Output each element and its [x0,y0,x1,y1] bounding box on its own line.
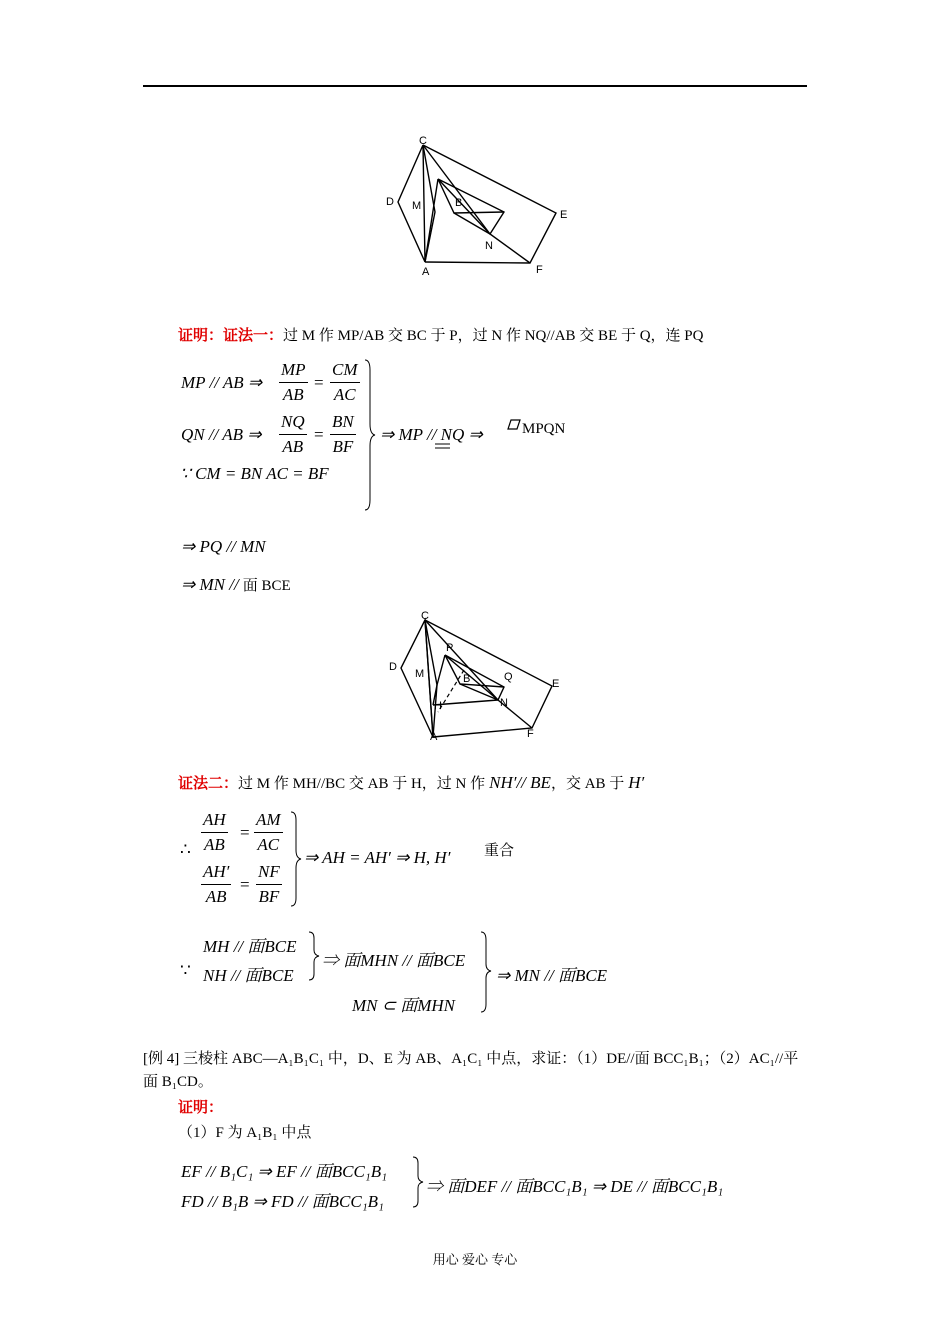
p2-therefore: ∴ [180,840,191,859]
example4-proof-label: 证明： [178,1100,224,1116]
proof2-label: 证法二： [178,776,239,792]
p2-eq2: = [240,875,250,894]
fig1-label-a: A [422,266,430,278]
p1-result-tail: MPQN [522,421,566,437]
example4-text2: 面 B₁CD。 [143,1074,213,1090]
p1-frac-cm-ac: $\frac{CM}{AC}$ [332,360,358,404]
p1-step2-text: 面 BCE [242,578,291,594]
p1-step1: ⇒ PQ // MN [181,537,266,556]
parallelogram-icon [507,419,521,431]
fig1-label-n: N [485,240,493,252]
fig2-label-a: A [430,731,438,743]
p2-b3: MN ⊂ 面MHN [352,996,456,1015]
p1-eq2: = [314,425,324,444]
p2-eq1: = [240,823,250,842]
proof1-text: 过 M 作 MP/AB 交 BC 于 P，过 N 作 NQ//AB 交 BE 于 Q，连 PQ [283,328,704,344]
example4-line1: EF // B₁C₁ ⇒ EF // 面BCC₁B₁ [181,1162,387,1181]
p2-result-tail: 重合 [484,843,515,859]
p1-right-brace [364,358,376,512]
fig1-label-b: B [455,197,463,209]
p1-step2-math: ⇒ MN // [181,575,239,594]
p2-final: ⇒ MN // 面BCE [496,966,608,985]
proof1-intro [178,327,704,345]
p2-frac-nf-bf: $\frac{NF}{BF}$ [258,862,280,906]
figure-2-diagram [380,600,580,750]
fig2-label-h: H [434,700,442,712]
example4-line2: FD // B₁B ⇒ FD // 面BCC₁B₁ [181,1192,384,1211]
header-rule [143,85,807,87]
p2-b-res: ⇒ 面MHN // 面BCE [322,951,466,970]
p1-frac-nq-ab: $\frac{NQ}{AB}$ [281,412,305,456]
fig2-label-f: F [527,728,534,740]
fig2-label-q: Q [504,671,513,683]
fig2-label-b: B [463,673,471,685]
p1-result: ⇒ MP // NQ ⇒ [380,425,483,444]
fig2-label-c: C [421,610,429,622]
p2-brace-1 [290,810,302,908]
p2-because: ∵ [180,961,191,980]
example4-brace [412,1155,424,1209]
fig1-label-e: E [560,209,568,221]
p2-b1: MH // 面BCE [203,937,297,956]
example4-text: [例 4] 三棱柱 ABC—A₁B₁C₁ 中，D、E 为 AB、A₁C₁ 中点，求证：（1）DE//面 BCC₁B₁；（2）AC₁//平 [143,1051,799,1067]
fig2-label-p: P [446,642,454,654]
p1-line2-left: QN // AB ⇒ [181,425,262,444]
fig2-label-d: D [389,661,397,673]
proof2-math2: H′ [628,773,645,792]
fig1-label-c: C [419,135,427,147]
p1-frac-mp-ab: $\frac{MP}{AB}$ [281,360,306,404]
proof1-label: 证明：证法一： [178,328,284,344]
p2-frac-am-ac: $\frac{AM}{AC}$ [256,810,281,854]
p1-line3: ∵ CM = BN AC = BF [180,464,329,483]
p1-step2 [181,575,291,595]
proof2-text1: 过 M 作 MH//BC 交 AB 于 H，过 N 作 [238,776,486,792]
proof2-intro [178,773,644,793]
p2-frac-ah-ab: $\frac{AH}{AB}$ [203,810,226,854]
example4-result: ⇒ 面DEF // 面BCC₁B₁ ⇒ DE // 面BCC₁B₁ [426,1177,724,1196]
fig1-label-f: F [536,264,543,276]
proof2-text2: ，交 AB 于 [550,776,625,792]
p2-result: ⇒ AH = AH′ ⇒ H, H′ [304,848,451,867]
p2-brace-3 [480,930,492,1014]
p1-eq1: = [314,373,324,392]
p2-frac-ahp-ab: $\frac{AH'}{AB}$ [203,862,230,906]
example4-sub1: （1）F 为 A₁B₁ 中点 [178,1125,312,1141]
p1-frac-bn-bf: $\frac{BN}{BF}$ [332,412,354,456]
fig2-label-n: N [500,697,508,709]
p1-line1-left: MP // AB ⇒ [181,373,263,392]
figure-1-diagram [380,130,580,280]
p2-brace-2 [308,930,320,982]
page-footer: 用心 爱心 专心 [432,1252,518,1267]
fig1-label-d: D [386,196,394,208]
p2-b2: NH // 面BCE [203,966,294,985]
fig2-label-m: M [415,668,425,680]
proof2-math1: NH′// BE [489,773,551,792]
fig2-label-e: E [552,678,560,690]
equals-sign-icon [434,442,452,450]
fig1-label-m: M [412,200,422,212]
